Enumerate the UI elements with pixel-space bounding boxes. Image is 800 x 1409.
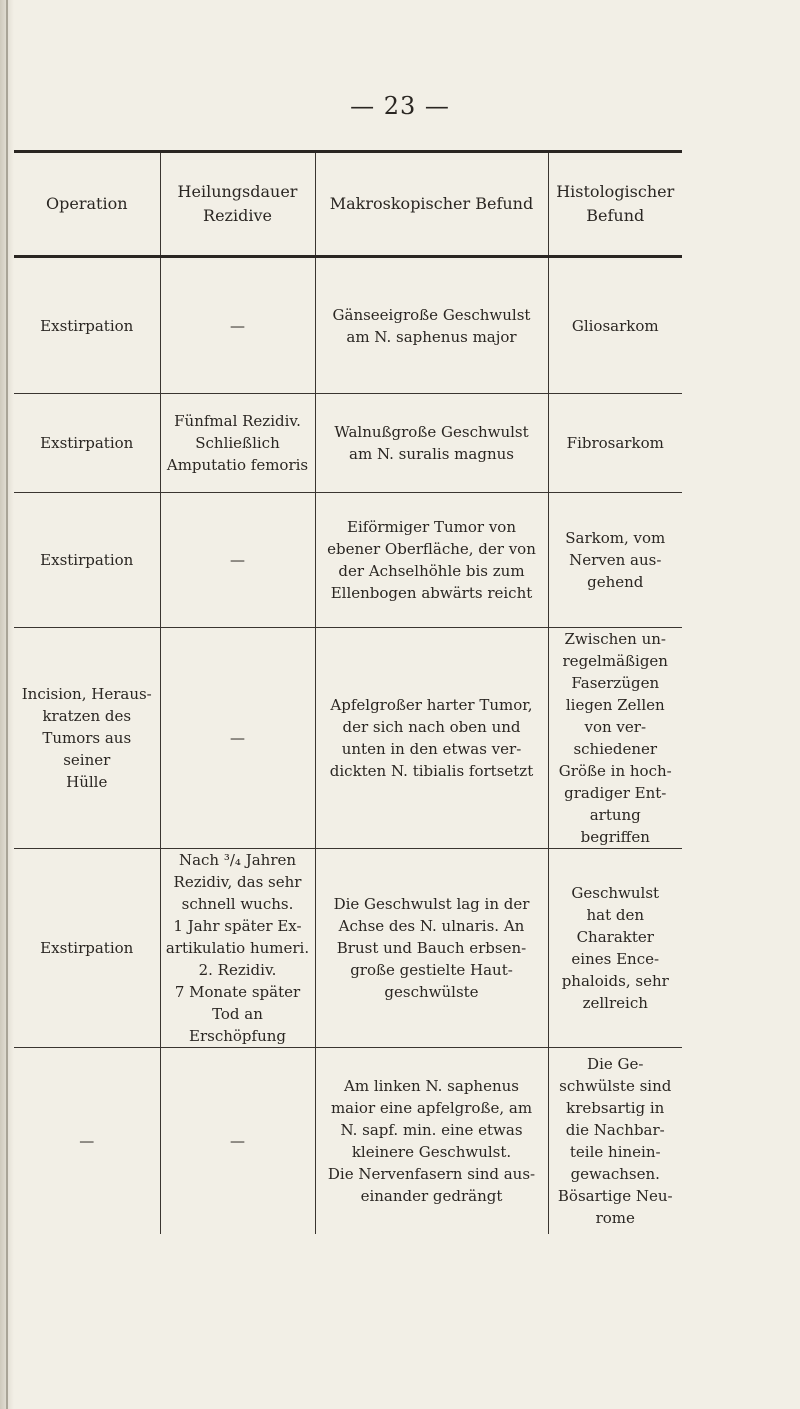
page-number: — 23 — (350, 92, 450, 120)
header-histologisch: Histologischer Befund (548, 152, 682, 257)
cell-histologisch: Gliosarkom (548, 257, 682, 394)
findings-table (14, 150, 682, 1234)
page-binding-edge (0, 0, 14, 1409)
cell-makroskopisch: Walnußgroße Geschwulst am N. suralis magnus (315, 394, 548, 493)
cell-makroskopisch: Die Geschwulst lag in der Achse des N. ulnaris. An Brust und Bauch erbsen- große gestielte Haut- geschwülste (315, 849, 548, 1048)
table-header-row (14, 152, 682, 257)
header-makroskopisch: Makroskopischer Befund (315, 152, 548, 257)
cell-histologisch: Sarkom, vom Nerven aus- gehend (548, 493, 682, 628)
cell-heilungsdauer: Fünfmal Rezidiv. Schließlich Amputatio femoris (160, 394, 315, 493)
cell-operation: — (14, 1048, 160, 1235)
cell-operation: Exstirpation (14, 849, 160, 1048)
cell-heilungsdauer: — (160, 1048, 315, 1235)
cell-histologisch: Die Ge- schwülste sind krebsartig in die Nachbar- teile hinein- gewachsen. Bösartige Neu- rome (548, 1048, 682, 1235)
cell-operation: Exstirpation (14, 493, 160, 628)
cell-heilungsdauer: — (160, 493, 315, 628)
table-row (14, 1048, 682, 1235)
cell-makroskopisch: Apfelgroßer harter Tumor, der sich nach oben und unten in den etwas ver- dickten N. tibialis fortsetzt (315, 628, 548, 849)
cell-operation: Exstirpation (14, 394, 160, 493)
table-row (14, 628, 682, 849)
cell-heilungsdauer: Nach ³/₄ Jahren Rezidiv, das sehr schnell wuchs. 1 Jahr später Ex- artikulatio humeri. 2. Rezidiv. 7 Monate später Tod an Erschöpfung (160, 849, 315, 1048)
table-row (14, 493, 682, 628)
cell-makroskopisch: Eiförmiger Tumor von ebener Oberfläche, der von der Achselhöhle bis zum Ellenbogen abwärts reicht (315, 493, 548, 628)
cell-histologisch: Zwischen un- regelmäßigen Faserzügen liegen Zellen von ver- schiedener Größe in hoch- gradiger Ent- artung begriffen (548, 628, 682, 849)
cell-makroskopisch: Am linken N. saphenus maior eine apfelgroße, am N. sapf. min. eine etwas kleinere Geschwulst. Die Nervenfasern sind aus- einander gedrängt (315, 1048, 548, 1235)
table-row (14, 849, 682, 1048)
table-row (14, 257, 682, 394)
header-heilungsdauer: Heilungsdauer Rezidive (160, 152, 315, 257)
cell-operation: Exstirpation (14, 257, 160, 394)
cell-makroskopisch: Gänseeigroße Geschwulst am N. saphenus major (315, 257, 548, 394)
header-operation: Operation (14, 152, 160, 257)
table-row (14, 394, 682, 493)
cell-heilungsdauer: — (160, 628, 315, 849)
cell-operation: Incision, Heraus- kratzen des Tumors aus seiner Hülle (14, 628, 160, 849)
cell-heilungsdauer: — (160, 257, 315, 394)
cell-histologisch: Fibrosarkom (548, 394, 682, 493)
cell-histologisch: Geschwulst hat den Charakter eines Ence- phaloids, sehr zellreich (548, 849, 682, 1048)
